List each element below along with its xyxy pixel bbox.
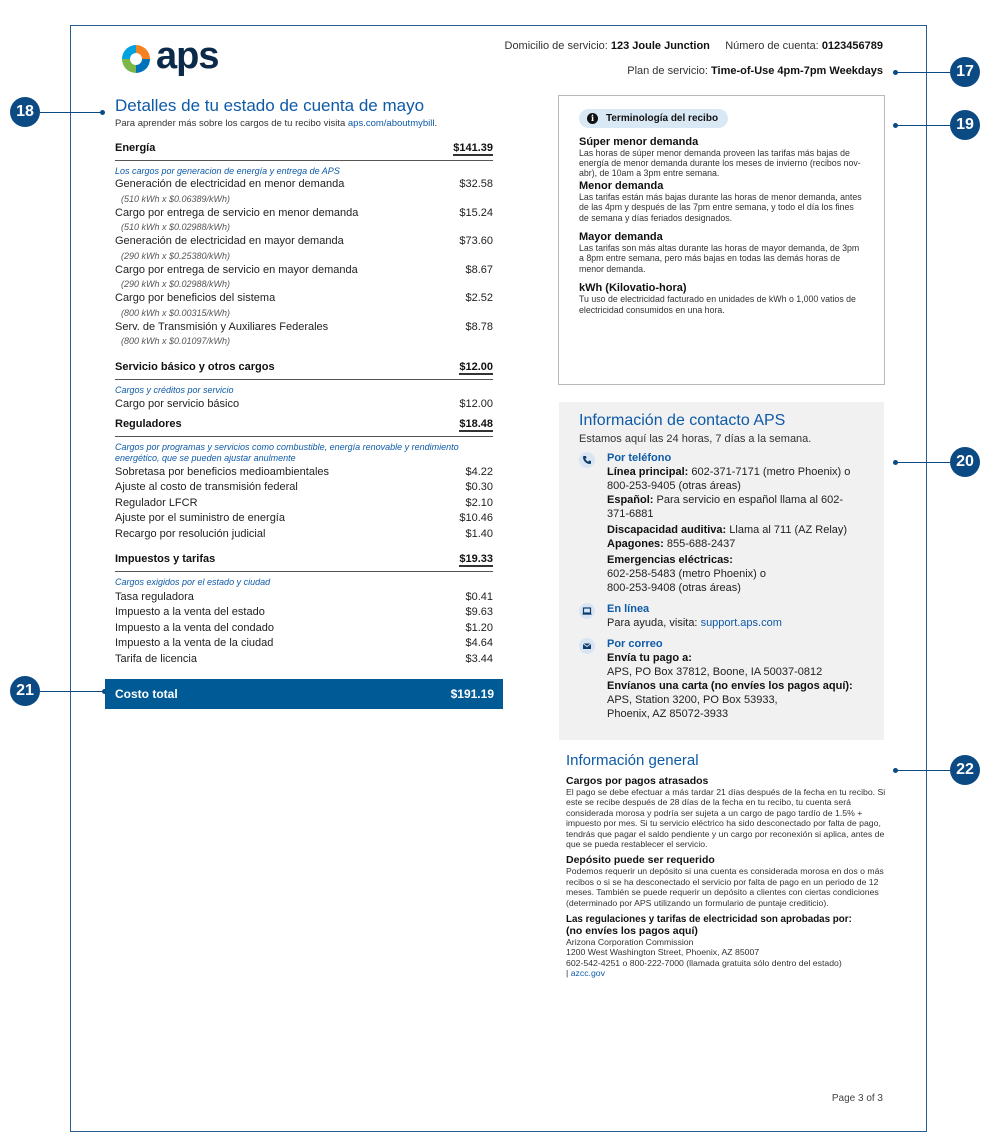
aps-wordmark: aps [156,35,219,77]
line-item [115,621,493,637]
line-item [115,605,493,621]
line-item [115,320,493,348]
terminology-box [558,95,885,385]
general-title: Información general [566,752,699,769]
contact-subtitle: Estamos aquí las 24 horas, 7 días a la semana. [579,433,812,445]
pay-label: Envía tu pago a: [607,652,692,664]
main-line [607,465,864,493]
term-heading: kWh (Kilovatio-hora) [579,282,687,295]
regulator-address: 1200 West Washington Street, Phoenix, AZ 85007 [566,947,760,958]
line-item-label: Generación de electricidad en mayor demanda [115,235,344,248]
contact-mail [579,637,864,721]
outage-line [607,537,864,551]
line-item-amount: $32.58 [459,178,493,191]
online-heading: En línea [607,603,650,615]
service-plan-line [627,65,883,77]
account-number: 0123456789 [821,40,883,52]
line-item [115,234,493,262]
line-item-calc: (510 kWh x $0.06389/kWh) [121,193,231,204]
line-item-calc: (800 kWh x $0.00315/kWh) [121,307,231,318]
line-item-amount: $9.63 [465,606,493,619]
service-info-line [505,40,884,52]
contact-online [579,602,864,630]
callout-21: 21 [10,676,40,706]
line-item-amount: $10.46 [459,512,493,525]
outage-line-label: Apagones: [607,538,664,550]
line-item-label: Tasa reguladora [115,590,194,603]
group-name: Reguladores [115,418,182,431]
emergency-value-2: 800-253-9408 (otras áreas) [607,582,741,594]
group-header-energia [115,142,493,161]
online-details [607,602,782,630]
statement-subtitle-text: Para aprender más sobre los cargos de tu recibo visita [115,118,346,129]
line-item-label: Cargo por beneficios del sistema [115,292,276,305]
aps-logo-icon [116,42,156,76]
line-item [115,511,493,527]
emergency-value-1: 602-258-5483 (metro Phoenix) o [607,568,766,580]
service-address: 123 Joule Junction [610,40,710,52]
phone-details [607,451,864,595]
line-item-label: Cargo por servicio básico [115,397,240,410]
outage-line-value: 855-688-2437 [666,538,736,550]
line-item-amount: $4.22 [465,465,493,478]
callout-19: 19 [950,110,980,140]
group-note: Cargos y créditos por servicio [115,385,234,396]
phone-heading: Por teléfono [607,452,672,464]
line-item-calc: (290 kWh x $0.25380/kWh) [121,250,231,261]
line-item-label: Generación de electricidad en menor demanda [115,178,345,191]
envelope-icon [579,638,595,654]
leader-17 [897,72,950,73]
main-line-value: 602-371-7171 (metro Phoenix) o 800-253-9405 (otras áreas) [607,466,851,492]
line-item [115,291,493,319]
line-item-amount: $73.60 [459,235,493,248]
group-header-impuestos [115,553,493,572]
line-item [115,496,493,512]
line-item [115,590,493,606]
deposit-heading: Depósito puede ser requerido [566,854,715,867]
statement-title: Detalles de tu estado de cuenta de mayo [115,96,425,115]
line-item-amount: $2.10 [465,496,493,509]
leader-22 [897,770,950,771]
line-item [115,527,493,543]
group-amount: $19.33 [459,553,493,566]
callout-20: 20 [950,447,980,477]
group-name: Energía [115,142,156,154]
leader-dot-20 [893,460,898,465]
line-item-label: Tarifa de licencia [115,652,197,665]
line-item-label: Recargo por resolución judicial [115,527,266,540]
term-description: Las horas de súper menor demanda proveen las tarifas más bajas de energía de menor demanda durante los meses de invierno (recibos nov-abr), de 10am a 3pm entre semana. [579,147,861,179]
regulator-phone: 602-542-4251 o 800-222-7000 (llamada gratuita sólo dentro del estado) [566,957,842,968]
line-item-amount: $8.67 [465,263,493,276]
leader-dot-17 [893,70,898,75]
support-link[interactable]: support.aps.com [700,617,782,629]
total-amount: $191.19 [450,687,494,701]
pay-address: APS, PO Box 37812, Boone, IA 50037-0812 [607,666,823,678]
spanish-line [607,493,864,521]
late-payment-heading: Cargos por pagos atrasados [566,775,709,787]
line-item-label: Serv. de Transmisión y Auxiliares Federales [115,320,329,333]
line-item [115,465,493,481]
term-heading: Súper menor demanda [579,135,699,148]
line-item [115,206,493,234]
callout-17: 17 [950,57,980,87]
pay-label-line [607,651,853,665]
letter-address-2: Phoenix, AZ 85072-3933 [607,708,729,720]
group-amount: $12.00 [459,361,493,374]
line-item-calc: (800 kWh x $0.01097/kWh) [121,336,231,347]
line-item-amount: $1.40 [465,527,493,540]
account-label: Número de cuenta: [725,40,819,52]
page-number: Page 3 of 3 [831,1093,883,1104]
leader-21 [40,691,106,692]
general-info [566,752,896,979]
group-amount: $141.39 [453,142,493,154]
line-item-label: Ajuste al costo de transmisión federal [115,481,298,494]
line-item [115,263,493,291]
group-note: Cargos exigidos por el estado y ciudad [115,577,271,588]
line-item-label: Cargo por entrega de servicio en menor demanda [115,206,359,219]
deposit-text: Podemos requerir un depósito si una cuenta es considerada morosa en dos o más recibos o si se ha desconectado el servicio por falta de pago en un periodo de 12 meses. También se puede requerir un depósito a clientes con ciertas condiciones (determinado por APS utilizando un formulario de puntaje crediticio). [566,866,884,908]
late-payment-text: El pago se debe efectuar a más tardar 21 días después de la fecha en tu recibo. Si este se recibe después de 28 días de la fecha en tu recibo, tu cuenta será considerada morosa y podría ser sujeta a un cargo de pago tardío de 1.5% + impuesto por mes. Si tu servicio eléctrico ha sido desconectado por falta de pago, tendrás que pagar el saldo pendiente y un cargo por reconexión si aplica, antes de que se pueda restablecer el servicio. [566,787,886,850]
letter-address-1: APS, Station 3200, PO Box 53933, [607,694,778,706]
callout-22: 22 [950,755,980,785]
line-item-amount: $0.30 [465,481,493,494]
azcc-link[interactable]: azcc.gov [570,968,605,979]
online-help [607,616,782,630]
line-item-label: Impuesto a la venta del estado [115,606,265,619]
letter-label-line [607,679,853,693]
term-description: Las tarifas son más altas durante las horas de mayor demanda, de 3pm a 8pm entre semana, pero más bajas en todas las demás horas de menor demanda. [579,242,860,274]
line-item-amount: $0.41 [465,590,493,603]
group-name: Impuestos y tarifas [115,553,216,566]
emergency-line-label: Emergencias eléctricas: [607,554,733,566]
group-header-reguladores [115,418,493,437]
line-item-label: Sobretasa por beneficios medioambientales [115,465,330,478]
spanish-line-value: Para servicio en español llama al 602-371-6881 [607,494,844,520]
line-item [115,480,493,496]
line-item-calc: (510 kWh x $0.02988/kWh) [121,222,231,233]
plan-label: Plan de servicio: [627,65,708,77]
total-cost-bar [105,679,503,709]
group-note: Cargos por programas y servicios como combustible, energía renovable y rendimiento energético, que se pueden ajustar anulmente [115,442,459,463]
term-heading: Mayor demanda [579,230,663,243]
statement-subtitle-end: . [434,118,438,129]
line-item-amount: $12.00 [459,397,493,410]
terminology-title: Terminología del recibo [606,112,719,124]
phone-icon [579,452,595,468]
terminology-header [579,109,728,128]
term-heading: Menor demanda [579,179,664,192]
regulator-name: Arizona Corporation Commission [566,937,694,948]
line-item-amount: $3.44 [465,652,493,665]
total-label: Costo total [115,687,178,701]
leader-20 [897,462,950,463]
line-item-amount: $4.64 [465,637,493,650]
line-item-label: Ajuste por el suministro de energía [115,512,285,525]
line-item [115,636,493,652]
group-name: Servicio básico y otros cargos [115,361,275,374]
line-item-amount: $15.24 [459,206,493,219]
regulation-note: (no envíes los pagos aquí) [566,925,698,938]
statement-details [115,96,493,667]
group-note: Los cargos por generacion de energía y entrega de APS [115,166,340,176]
regulator-separator: | [566,968,569,979]
service-address-label: Domicilio de servicio: [504,40,608,52]
contact-box [559,402,884,740]
term-description: Tu uso de electricidad facturado en unidades de kWh o 1,000 vatios de electricidad consumidos en una hora. [579,294,856,315]
hearing-line [607,523,864,537]
contact-title: Información de contacto APS [579,412,786,429]
group-header-servicio-basico [115,361,493,380]
line-item-calc: (290 kWh x $0.02988/kWh) [121,279,231,290]
leader-19 [897,125,950,126]
leader-dot-19 [893,123,898,128]
line-item [115,177,493,205]
line-item-label: Impuesto a la venta de la ciudad [115,637,274,650]
leader-18 [40,112,100,113]
letter-label: Envíanos una carta (no envíes los pagos aquí): [607,680,853,692]
about-my-bill-link[interactable]: aps.com/aboutmybill [347,118,435,129]
callout-18: 18 [10,97,40,127]
regulation-heading: Las regulaciones y tarifas de electricidad son aprobadas por: [566,914,852,926]
line-item-amount: $1.20 [465,621,493,634]
emergency-line [607,553,864,567]
regulator-link-line [566,968,896,978]
term-description: Las tarifas están más bajas durante las horas de menor demanda, antes de las 4pm y después de las 7pm entre semana, y todo el día los fines de semana y días feriados designados. [579,191,862,223]
contact-phone [579,451,864,595]
laptop-icon [579,603,595,619]
line-item-label: Impuesto a la venta del condado [115,621,275,634]
line-item-amount: $2.52 [465,292,493,305]
line-item-label: Cargo por entrega de servicio en mayor demanda [115,263,358,276]
info-icon: i [587,113,598,124]
main-line-label: Línea principal: [607,466,689,478]
mail-details [607,637,853,721]
statement-subtitle [115,118,493,129]
online-help-text: Para ayuda, visita: [607,617,698,629]
line-item [115,397,493,413]
group-amount: $18.48 [459,418,493,431]
leader-dot-18 [100,110,105,115]
spanish-line-label: Español: [607,494,654,506]
line-item [115,652,493,668]
hearing-line-label: Discapacidad auditiva: [607,524,727,536]
mail-heading: Por correo [607,638,663,650]
line-item-label: Regulador LFCR [115,496,198,509]
hearing-line-value: Llama al 711 (AZ Relay) [729,524,848,536]
line-item-amount: $8.78 [465,320,493,333]
plan-name: Time-of-Use 4pm-7pm Weekdays [711,65,883,77]
